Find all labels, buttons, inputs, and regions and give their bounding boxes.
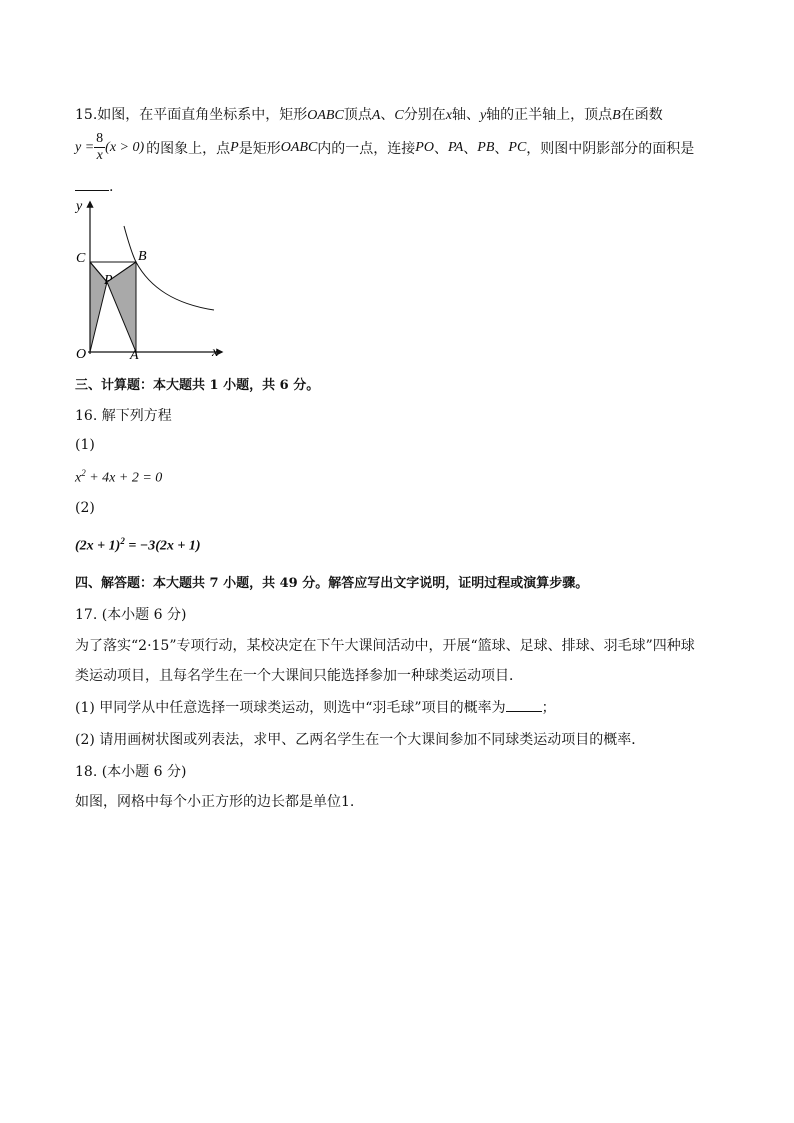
formula-y: y = <box>75 139 95 155</box>
hyperbola-curve <box>124 226 214 310</box>
q16-equation1: $x^2 + 4x + 2 = 0$ <box>75 468 163 486</box>
label-x: x <box>212 345 219 360</box>
q16-part2-label: (2) <box>75 500 95 516</box>
label-p: P <box>104 273 113 288</box>
q16-title: 16. 解下列方程 <box>75 408 172 424</box>
q18-line1: 如图，网格中每个小正方形的边长都是单位1. <box>75 794 355 810</box>
formula-condition: (x > 0) <box>105 139 145 155</box>
q15-line1: 15.如图，在平面直角坐标系中，矩形OABC顶点A、C分别在x轴、y轴的正半轴上，顶点B在函数 <box>75 107 663 123</box>
q17-line2: 类运动项目，且每名学生在一个大课间只能选择参加一种球类运动项目． <box>75 668 523 684</box>
label-y: y <box>76 199 83 214</box>
q17-sub2: (2) 请用画树状图或列表法，求甲、乙两名学生在一个大课间参加不同球类运动项目的概率． <box>75 732 646 748</box>
q15-figure <box>70 196 230 366</box>
label-a: A <box>130 348 139 363</box>
q15-line2: y = $\frac{8}{x}$ (x > 0) 的图象上，点 P 是矩形 OABC 内的一点，连接 PO 、 PA 、 PB 、 PC ，则图中阴影部分的面积是 <box>75 131 695 163</box>
q18-title: 18. (本小题 6 分) <box>75 764 187 780</box>
q17-sub1: (1) 甲同学从中任意选择一项球类运动，则选中“羽毛球”项目的概率为 ； <box>75 697 556 717</box>
section4-heading: 四、解答题：本大题共 7 小题，共 49 分。解答应写出文字说明，证明过程或演算步骤。 <box>75 576 589 591</box>
section3-heading: 三、计算题：本大题共 1 小题，共 6 分。 <box>75 378 320 393</box>
answer-blank[interactable] <box>506 697 542 712</box>
label-o: O <box>76 347 87 362</box>
fraction-8-over-x: $\frac{8}{x}$ <box>96 131 104 163</box>
q16-equation2: $(2x + 1)^2 = -3(2x + 1)$ <box>75 536 201 554</box>
label-b: B <box>138 249 147 264</box>
label-c: C <box>76 251 86 266</box>
q17-title: 17. (本小题 6 分) <box>75 607 187 623</box>
q15-line3: . <box>75 176 113 195</box>
q17-line1: 为了落实“2·15”专项行动，某校决定在下午大课间活动中，开展“篮球、足球、排球、羽毛球”四种球 <box>75 638 695 654</box>
q16-part1-label: (1) <box>75 437 95 453</box>
answer-blank[interactable] <box>75 176 109 191</box>
